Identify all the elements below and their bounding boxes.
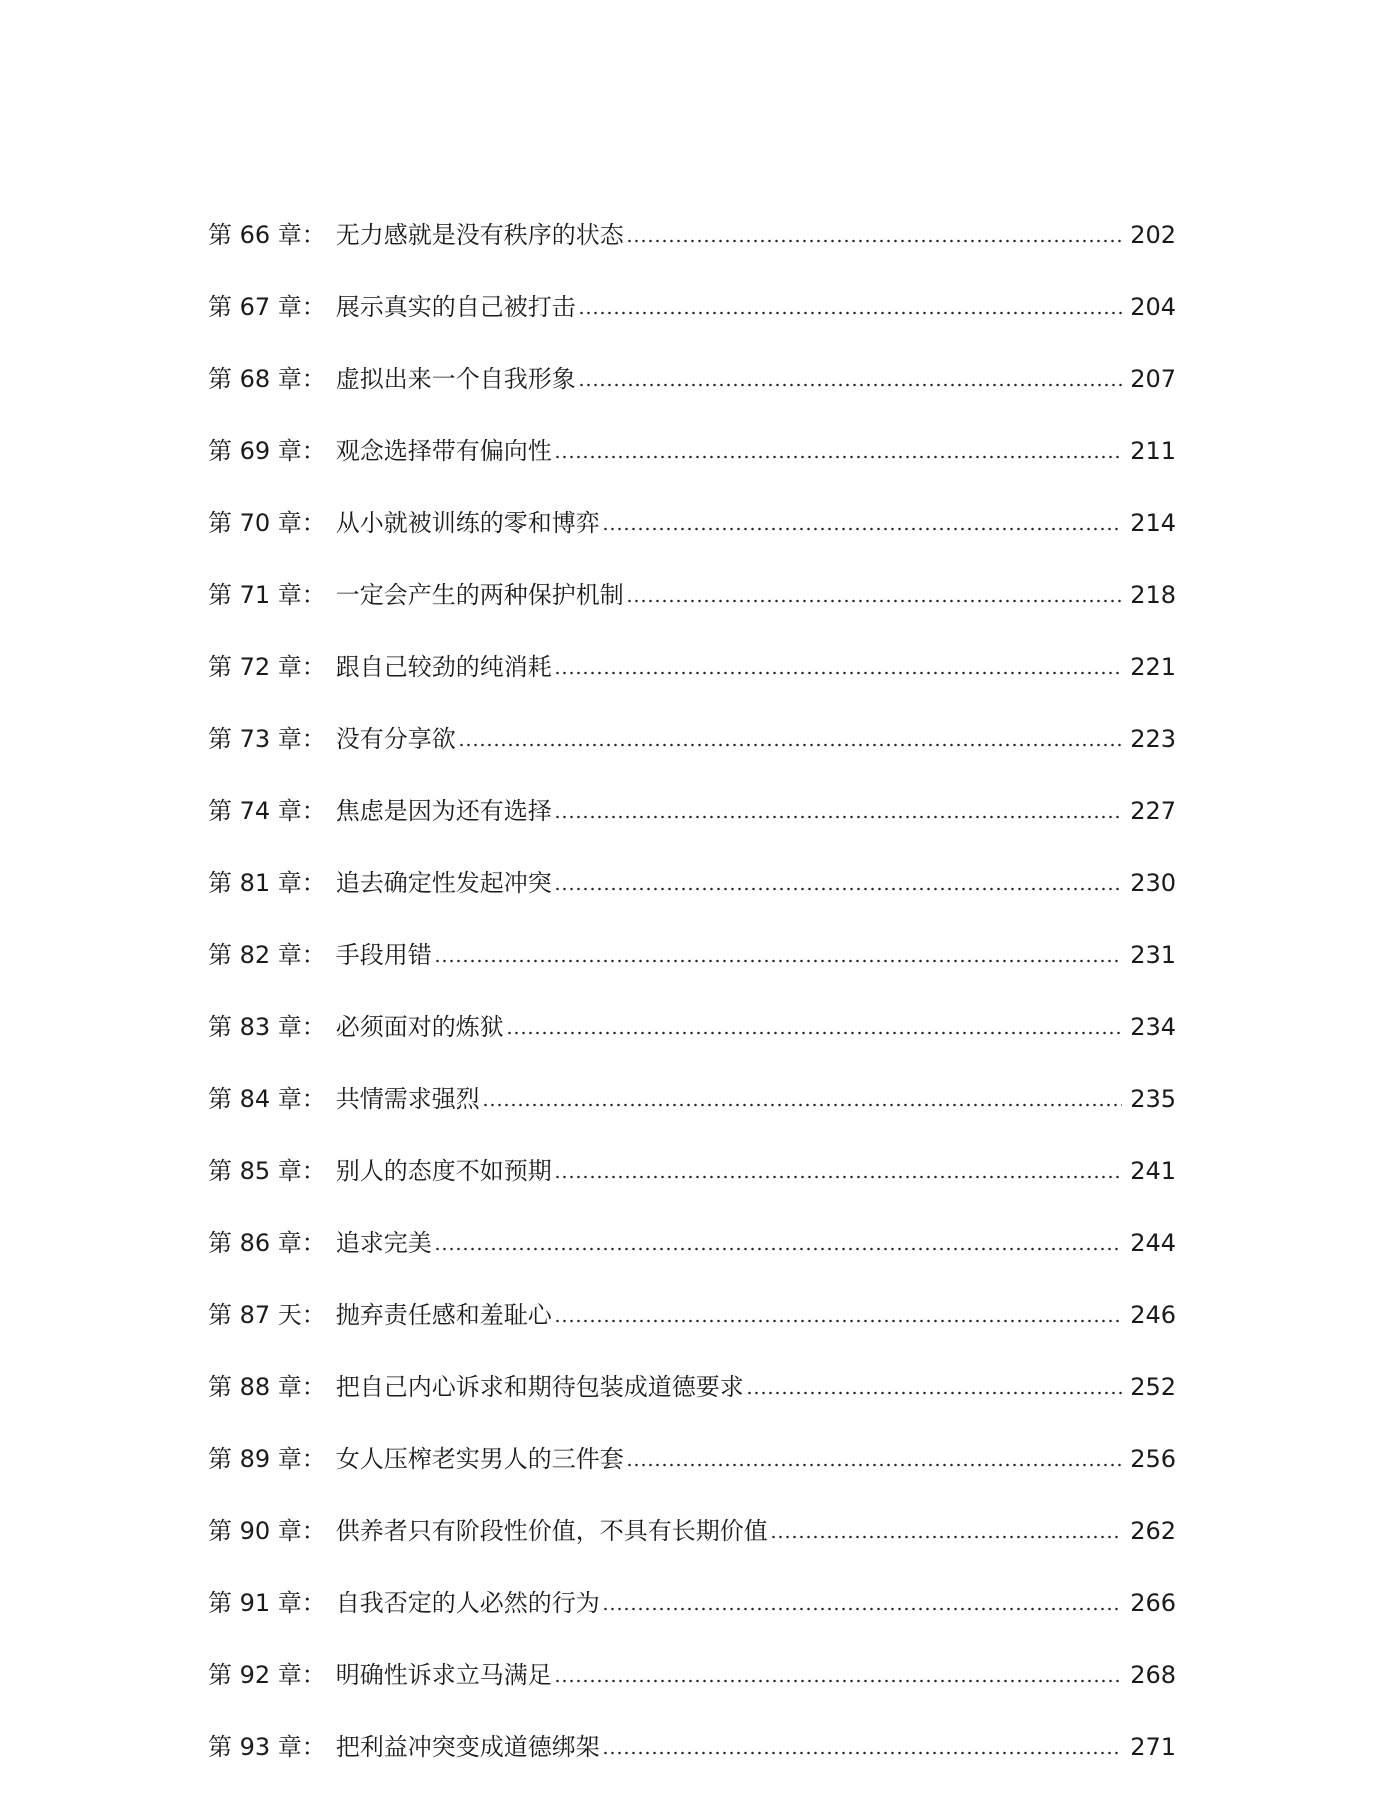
dot-leader bbox=[554, 1678, 1122, 1684]
page-number: 214 bbox=[1130, 509, 1176, 537]
dot-leader bbox=[554, 670, 1122, 676]
chapter-title: 无力感就是没有秩序的状态 bbox=[335, 221, 624, 249]
chapter-number: 第 82 章 bbox=[208, 941, 302, 969]
dot-leader bbox=[746, 1390, 1122, 1396]
toc-entry[interactable] bbox=[208, 1690, 1176, 1762]
chapter-number: 第 84 章 bbox=[208, 1085, 302, 1113]
page-number: 218 bbox=[1130, 581, 1176, 609]
toc-entry[interactable] bbox=[208, 1618, 1176, 1690]
chapter-separator: ： bbox=[301, 1229, 326, 1257]
chapter-title: 别人的态度不如预期 bbox=[335, 1157, 552, 1185]
dot-leader bbox=[554, 1174, 1122, 1180]
chapter-separator: ： bbox=[301, 1157, 326, 1185]
chapter-separator: ： bbox=[301, 365, 326, 393]
toc-entry[interactable] bbox=[208, 1186, 1176, 1258]
chapter-separator: ： bbox=[301, 1517, 326, 1545]
chapter-number: 第 90 章 bbox=[208, 1517, 302, 1545]
toc-entry[interactable] bbox=[208, 898, 1176, 970]
toc-entry[interactable] bbox=[208, 466, 1176, 538]
page-number: 223 bbox=[1130, 725, 1176, 753]
chapter-separator: ： bbox=[301, 1589, 326, 1617]
page-number: 246 bbox=[1130, 1301, 1176, 1329]
chapter-separator: ： bbox=[301, 725, 326, 753]
dot-leader bbox=[434, 958, 1122, 964]
chapter-number: 第 93 章 bbox=[208, 1733, 302, 1761]
chapter-number: 第 85 章 bbox=[208, 1157, 302, 1185]
chapter-number: 第 83 章 bbox=[208, 1013, 302, 1041]
page-number: 221 bbox=[1130, 653, 1176, 681]
chapter-title: 明确性诉求立马满足 bbox=[335, 1661, 552, 1689]
chapter-separator: ： bbox=[301, 1013, 326, 1041]
chapter-separator: ： bbox=[301, 1085, 326, 1113]
toc-entry[interactable] bbox=[208, 1474, 1176, 1546]
chapter-title: 观念选择带有偏向性 bbox=[335, 437, 552, 465]
chapter-number: 第 67 章 bbox=[208, 293, 302, 321]
toc-entry[interactable] bbox=[208, 682, 1176, 754]
page-number: 252 bbox=[1130, 1373, 1176, 1401]
chapter-number: 第 86 章 bbox=[208, 1229, 302, 1257]
chapter-title: 追求完美 bbox=[335, 1229, 432, 1257]
chapter-number: 第 66 章 bbox=[208, 221, 302, 249]
page-number: 204 bbox=[1130, 293, 1176, 321]
dot-leader bbox=[554, 1318, 1122, 1324]
page-number: 266 bbox=[1130, 1589, 1176, 1617]
page-number: 241 bbox=[1130, 1157, 1176, 1185]
toc-entry[interactable] bbox=[208, 538, 1176, 610]
toc-entry[interactable] bbox=[208, 1546, 1176, 1618]
chapter-title: 抛弃责任感和羞耻心 bbox=[335, 1301, 552, 1329]
page-number: 202 bbox=[1130, 221, 1176, 249]
page-number: 244 bbox=[1130, 1229, 1176, 1257]
dot-leader bbox=[626, 1462, 1122, 1468]
dot-leader bbox=[602, 526, 1122, 532]
chapter-separator: ： bbox=[301, 797, 326, 825]
table-of-contents bbox=[208, 178, 1176, 1762]
page-number: 234 bbox=[1130, 1013, 1176, 1041]
chapter-separator: ： bbox=[301, 653, 326, 681]
toc-entry[interactable] bbox=[208, 1042, 1176, 1114]
dot-leader bbox=[602, 1606, 1122, 1612]
chapter-separator: ： bbox=[301, 1445, 326, 1473]
toc-entry[interactable] bbox=[208, 1330, 1176, 1402]
chapter-number: 第 87 天 bbox=[208, 1301, 302, 1329]
toc-entry[interactable] bbox=[208, 1258, 1176, 1330]
chapter-title: 必须面对的炼狱 bbox=[335, 1013, 504, 1041]
dot-leader bbox=[554, 454, 1122, 460]
chapter-title: 虚拟出来一个自我形象 bbox=[335, 365, 576, 393]
chapter-number: 第 74 章 bbox=[208, 797, 302, 825]
page-number: 230 bbox=[1130, 869, 1176, 897]
chapter-title: 从小就被训练的零和博弈 bbox=[335, 509, 600, 537]
chapter-number: 第 91 章 bbox=[208, 1589, 302, 1617]
chapter-separator: ： bbox=[301, 1301, 326, 1329]
toc-entry[interactable] bbox=[208, 610, 1176, 682]
dot-leader bbox=[458, 742, 1122, 748]
toc-entry[interactable] bbox=[208, 826, 1176, 898]
page-number: 271 bbox=[1130, 1733, 1176, 1761]
page-number: 227 bbox=[1130, 797, 1176, 825]
dot-leader bbox=[554, 886, 1122, 892]
chapter-number: 第 92 章 bbox=[208, 1661, 302, 1689]
chapter-separator: ： bbox=[301, 437, 326, 465]
chapter-number: 第 72 章 bbox=[208, 653, 302, 681]
chapter-number: 第 73 章 bbox=[208, 725, 302, 753]
dot-leader bbox=[602, 1750, 1122, 1756]
chapter-separator: ： bbox=[301, 1733, 326, 1761]
chapter-title: 女人压榨老实男人的三件套 bbox=[335, 1445, 624, 1473]
chapter-title: 跟自己较劲的纯消耗 bbox=[335, 653, 552, 681]
chapter-separator: ： bbox=[301, 293, 326, 321]
page-number: 256 bbox=[1130, 1445, 1176, 1473]
dot-leader bbox=[434, 1246, 1122, 1252]
dot-leader bbox=[626, 598, 1122, 604]
page-number: 235 bbox=[1130, 1085, 1176, 1113]
chapter-title: 共情需求强烈 bbox=[335, 1085, 480, 1113]
dot-leader bbox=[506, 1030, 1122, 1036]
chapter-number: 第 68 章 bbox=[208, 365, 302, 393]
chapter-title: 手段用错 bbox=[335, 941, 432, 969]
toc-entry[interactable] bbox=[208, 394, 1176, 466]
chapter-title: 供养者只有阶段性价值，不具有长期价值 bbox=[335, 1517, 768, 1545]
chapter-title: 追去确定性发起冲突 bbox=[335, 869, 552, 897]
dot-leader bbox=[626, 238, 1122, 244]
page-number: 262 bbox=[1130, 1517, 1176, 1545]
chapter-number: 第 71 章 bbox=[208, 581, 302, 609]
chapter-title: 把自己内心诉求和期待包装成道德要求 bbox=[335, 1373, 744, 1401]
chapter-number: 第 69 章 bbox=[208, 437, 302, 465]
toc-entry[interactable] bbox=[208, 178, 1176, 250]
chapter-separator: ： bbox=[301, 869, 326, 897]
dot-leader bbox=[554, 814, 1122, 820]
dot-leader bbox=[578, 382, 1122, 388]
toc-entry[interactable] bbox=[208, 1114, 1176, 1186]
chapter-separator: ： bbox=[301, 941, 326, 969]
chapter-title: 展示真实的自己被打击 bbox=[335, 293, 576, 321]
toc-entry[interactable] bbox=[208, 970, 1176, 1042]
toc-entry[interactable] bbox=[208, 754, 1176, 826]
chapter-number: 第 70 章 bbox=[208, 509, 302, 537]
toc-entry[interactable] bbox=[208, 1402, 1176, 1474]
chapter-number: 第 89 章 bbox=[208, 1445, 302, 1473]
dot-leader bbox=[578, 310, 1122, 316]
chapter-separator: ： bbox=[301, 1373, 326, 1401]
chapter-separator: ： bbox=[301, 509, 326, 537]
chapter-number: 第 81 章 bbox=[208, 869, 302, 897]
chapter-separator: ： bbox=[301, 1661, 326, 1689]
toc-entry[interactable] bbox=[208, 250, 1176, 322]
page-number: 231 bbox=[1130, 941, 1176, 969]
page-number: 211 bbox=[1130, 437, 1176, 465]
chapter-title: 没有分享欲 bbox=[335, 725, 456, 753]
chapter-title: 焦虑是因为还有选择 bbox=[335, 797, 552, 825]
page-number: 207 bbox=[1130, 365, 1176, 393]
chapter-separator: ： bbox=[301, 221, 326, 249]
toc-entry[interactable] bbox=[208, 322, 1176, 394]
chapter-title: 把利益冲突变成道德绑架 bbox=[335, 1733, 600, 1761]
chapter-number: 第 88 章 bbox=[208, 1373, 302, 1401]
chapter-title: 自我否定的人必然的行为 bbox=[335, 1589, 600, 1617]
dot-leader bbox=[482, 1102, 1122, 1108]
dot-leader bbox=[770, 1534, 1122, 1540]
chapter-title: 一定会产生的两种保护机制 bbox=[335, 581, 624, 609]
chapter-separator: ： bbox=[301, 581, 326, 609]
page-number: 268 bbox=[1130, 1661, 1176, 1689]
